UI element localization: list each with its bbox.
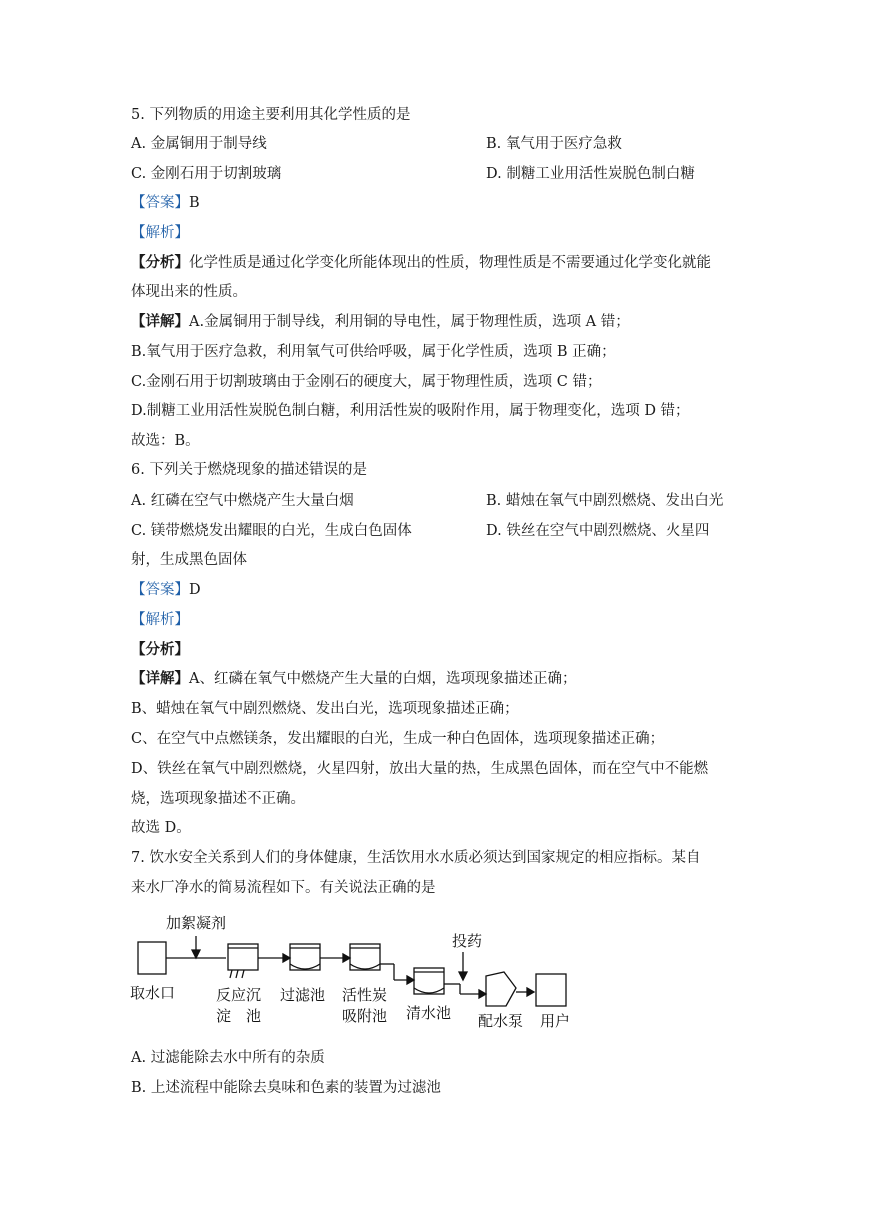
q6-option-d-cont: 射，生成黑色固体	[131, 552, 247, 568]
carbon-label-1: 活性炭	[342, 986, 388, 1004]
q6-answer	[131, 580, 201, 600]
fenxi-text: 化学性质是通过化学变化所能体现出的性质，物理性质是不需要通过化学变化就能	[189, 255, 711, 271]
intake-box	[138, 942, 166, 974]
q7-stem-cont: 来水厂净水的简易流程如下。有关说法正确的是	[131, 880, 436, 896]
q6-option-b: B. 蜡烛在氧气中剧烈燃烧、发出白光	[486, 493, 724, 509]
q5-option-d: D. 制糖工业用活性炭脱色制白糖	[486, 166, 695, 182]
q6-detail-d: D、铁丝在氧气中剧烈燃烧，火星四射，放出大量的热，生成黑色固体，而在空气中不能燃	[131, 761, 709, 777]
q5-option-c: C. 金刚石用于切割玻璃	[131, 166, 282, 182]
answer-value: B	[189, 195, 200, 211]
carbon-tank	[350, 944, 380, 970]
reaction-label-1: 反应沉	[216, 986, 262, 1004]
q6-stem: 6. 下列关于燃烧现象的描述错误的是	[131, 462, 367, 478]
q6-detail-b: B、蜡烛在氧气中剧烈燃烧、发出白光，选项现象描述正确；	[131, 701, 519, 717]
q5-detail-b: B.氧气用于医疗急救，利用氧气可供给呼吸，属于化学性质，选项 B 正确；	[131, 344, 616, 360]
q7-stem: 7. 饮水安全关系到人们的身体健康，生活饮用水水质必须达到国家规定的相应指标。某自	[131, 850, 701, 866]
q7-option-b: B. 上述流程中能除去臭味和色素的装置为过滤池	[131, 1080, 441, 1096]
carbon-label-2: 吸附池	[342, 1007, 388, 1025]
q5-option-a: A. 金属铜用于制导线	[131, 136, 267, 152]
q5-option-b: B. 氧气用于医疗急救	[486, 136, 622, 152]
q6-detail-d-cont: 烧，选项现象描述不正确。	[131, 791, 305, 807]
q6-conclusion: 故选 D。	[131, 820, 191, 836]
answer-value: D	[189, 582, 201, 598]
q6-detail-a	[131, 669, 576, 689]
q5-analysis-tag: 【解析】	[131, 225, 189, 241]
pump-label: 配水泵	[478, 1012, 524, 1030]
q7-option-a: A. 过滤能除去水中所有的杂质	[131, 1050, 325, 1066]
clear-water-label: 清水池	[406, 1004, 452, 1022]
answer-tag: 【答案】	[131, 582, 189, 598]
q5-conclusion: 故选：B。	[131, 433, 200, 449]
q5-detail-d: D.制糖工业用活性炭脱色制白糖，利用活性炭的吸附作用，属于物理变化，选项 D 错；	[131, 403, 690, 419]
intake-label: 取水口	[130, 984, 176, 1002]
filter-label: 过滤池	[280, 986, 326, 1004]
q5-fenxi	[131, 253, 711, 273]
detail-tag: 【详解】	[131, 313, 189, 330]
pump-shape	[486, 972, 516, 1006]
user-label: 用户	[540, 1012, 571, 1030]
q5-detail-c: C.金刚石用于切割玻璃由于金刚石的硬度大，属于物理性质，选项 C 错；	[131, 374, 602, 390]
q6-fenxi-tag: 【分析】	[131, 641, 189, 658]
detail-text: A、红磷在氧气中燃烧产生大量的白烟，选项现象描述正确；	[189, 671, 577, 687]
q5-fenxi-cont: 体现出来的性质。	[131, 284, 247, 300]
coagulant-label: 加絮凝剂	[166, 914, 227, 932]
q5-detail-a	[131, 312, 630, 332]
q5-stem: 5. 下列物质的用途主要利用其化学性质的是	[131, 107, 411, 123]
filter-tank	[290, 944, 320, 970]
reaction-label-2: 淀 池	[216, 1007, 262, 1025]
fenxi-tag: 【分析】	[131, 254, 189, 271]
dosing-label: 投药	[452, 932, 483, 950]
q6-detail-c: C、在空气中点燃镁条，发出耀眼的白光，生成一种白色固体，选项现象描述正确；	[131, 731, 665, 747]
answer-tag: 【答案】	[131, 195, 189, 211]
user-box	[536, 974, 566, 1006]
reaction-tank	[228, 944, 258, 978]
q5-answer	[131, 193, 200, 213]
water-treatment-flow-diagram	[130, 908, 590, 1033]
detail-tag: 【详解】	[131, 670, 189, 687]
clear-water-tank	[414, 968, 444, 994]
q6-option-d: D. 铁丝在空气中剧烈燃烧、火星四	[486, 523, 710, 539]
detail-text: A.金属铜用于制导线，利用铜的导电性，属于物理性质，选项 A 错；	[189, 314, 630, 330]
q6-option-c: C. 镁带燃烧发出耀眼的白光，生成白色固体	[131, 523, 412, 539]
q6-option-a: A. 红磷在空气中燃烧产生大量白烟	[131, 493, 354, 509]
q6-analysis-tag: 【解析】	[131, 612, 189, 628]
